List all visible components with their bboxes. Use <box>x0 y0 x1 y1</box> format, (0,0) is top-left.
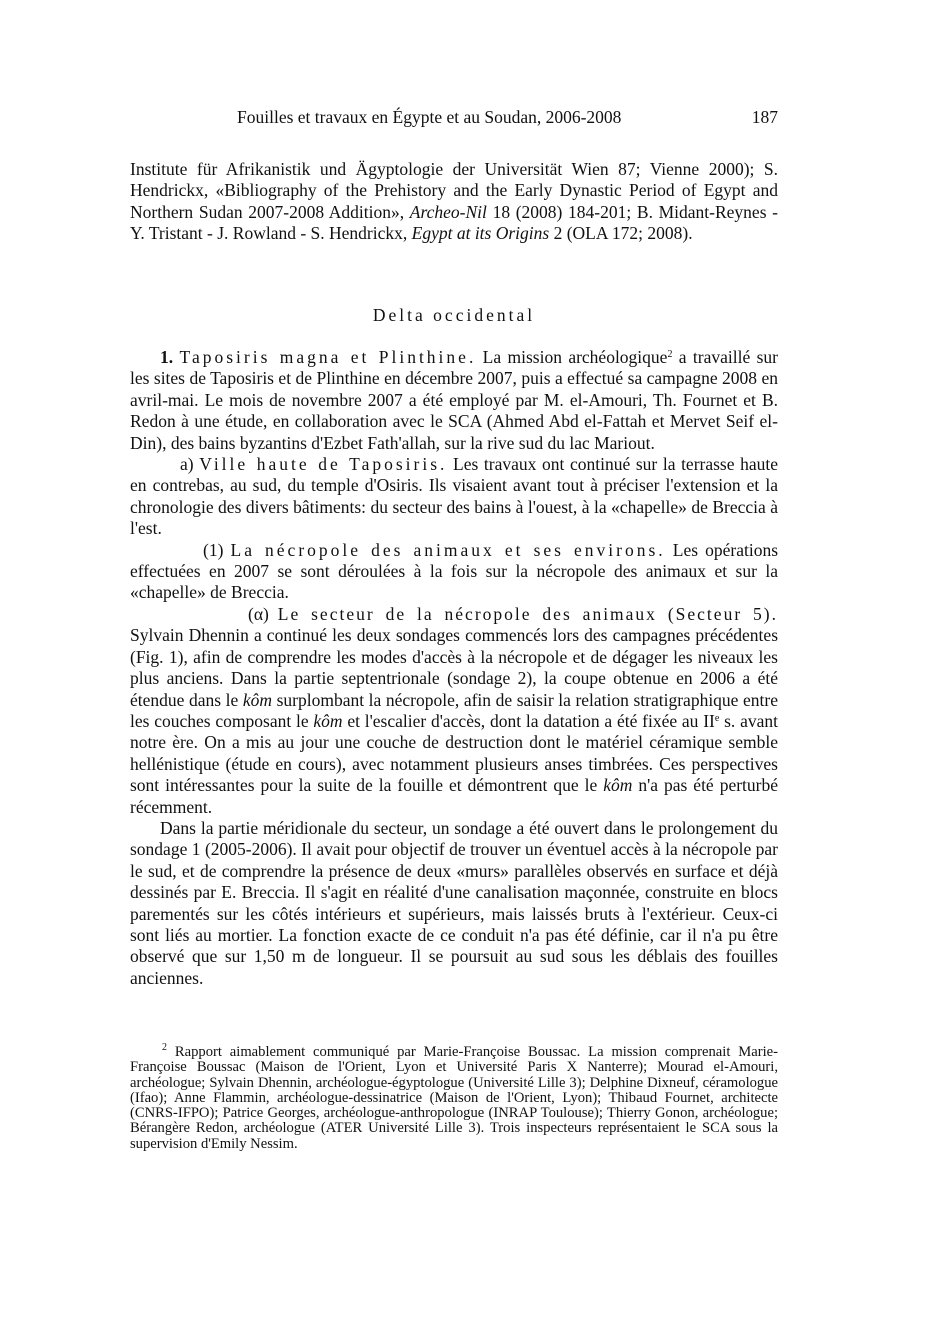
term-kom: kôm <box>603 775 633 796</box>
alpha-text-4: s. avant notre ère. On a mis au jour une couche de destruction dont le matériel céramique semble hellénistique (étude en cours), avec notamment plusieurs anses timbrées. Ces perspectives sont intéressantes pour la suite de la fouille et démontrent que le <box>130 710 778 796</box>
superscript-e: e <box>714 712 720 724</box>
sub-text-a: Les travaux ont continué sur la terrasse haute en contrebas, au sud, du temple d'Osiris. Ils visaient avant tout à préciser l'extension et la chronologie des divers bâtiments: du secteur des bains à l'ouest, à la «chapelle» de Breccia à l'est. <box>130 454 779 539</box>
item-number: 1. <box>160 347 174 367</box>
paragraph-sub-a <box>130 454 778 540</box>
book-title: Egypt at its Origins <box>411 223 550 244</box>
alpha-text-5: n'a pas été perturbé récemment. <box>130 775 778 817</box>
sub-label-a: a) <box>180 454 194 475</box>
item-text-a: La mission archéologique <box>476 347 668 367</box>
alpha-text-2: surplombant la nécropole, afin de saisir la relation stratigraphique entre les couches composant le <box>130 689 779 731</box>
intro-text-2: 18 (2008) 184-201; B. Midant-Reynes - Y. Tristant - J. Rowland - S. Hendrickx, <box>130 201 778 244</box>
sub-heading-1: La nécropole des animaux et ses environs. <box>230 539 666 560</box>
body-text <box>130 347 778 989</box>
term-kom: kôm <box>242 689 273 710</box>
journal-title: Archeo-Nil <box>409 201 487 222</box>
footnote <box>130 1042 778 1152</box>
sub-label-1: (1) <box>203 539 224 560</box>
sub-text-1: Les opérations effectuées en 2007 se sont déroulées à la fois sur la nécropole des animaux et sur la «chapelle» de Breccia. <box>130 539 779 603</box>
page-number: 187 <box>751 107 778 127</box>
sub-heading-alpha: Le secteur de la nécropole des animaux (Secteur 5). <box>277 603 779 624</box>
paragraph-sub-1 <box>130 540 778 604</box>
alpha-text-3: et l'escalier d'accès, dont la datation a été fixée au II <box>342 710 715 731</box>
item-text-b: a travaillé sur les sites de Taposiris et de Plinthine en décembre 2007, puis a effectué sa campagne 2008 en avril-mai. Le mois de novembre 2007 a été employé par M. el-Amouri, Th. Fournet et B. Redon à une étude, en collaboration avec le SCA (Ahmed Abd el-Fattah et Mervet Seif el-Din), des bains byzantins d'Ezbet Fath'allah, sur la rive sud du lac Mariout. <box>130 347 778 453</box>
footnote-text: Rapport aimablement communiqué par Marie-Françoise Boussac. La mission comprenait Marie-Françoise Boussac (Maison de l'Orient, Lyon et Université Paris X Nanterre); Mourad el-Amouri, archéologue; Sylvain Dhennin, archéologue-égyptologue (Université Lille 3); Delphine Dixneuf, céramologue (Ifao); Anne Flammin, archéologue-dessinatrice (Maison de l'Orient, Lyon); Thibaud Fournet, architecte (CNRS-IFPO); Patrice Georges, archéologue-anthropologue (INRAP Toulouse); Thierry Gonon, archéologue; Bérangère Redon, archéologue (ATER Université Lille 3). Trois inspecteurs représentaient le SCA sous la supervision d'Emily Nessim. <box>130 1044 778 1152</box>
paragraph-item-1 <box>130 347 778 454</box>
running-title: Fouilles et travaux en Égypte et au Soudan, 2006-2008 <box>237 107 622 127</box>
item-heading: Taposiris magna et Plinthine. <box>179 347 477 367</box>
footnote-ref: 2 <box>667 349 673 360</box>
term-kom: kôm <box>313 710 343 731</box>
sub-label-alpha: (α) <box>248 603 269 624</box>
intro-text-1: Institute für Afrikanistik und Ägyptologie der Universität Wien 87; Vienne 2000); S. Hendrickx, «Bibliography of the Prehistory and the Early Dynastic Period of Egypt and Northern Sudan 2007-2008 Addition», <box>130 159 778 222</box>
intro-text-3: 2 (OLA 172; 2008). <box>549 223 693 244</box>
alpha-text-1: Sylvain Dhennin a continué les deux sondages commencés lors des campagnes précédentes (Fig. 1), afin de comprendre les modes d'accès à la nécropole et de dégager les niveaux les plus anciens. Dans la partie septentrionale (sondage 2), la coupe obtenue en 2006 a été étendue dans le <box>130 625 778 710</box>
paragraph-sub-alpha <box>130 604 778 818</box>
section-heading: Delta occidental <box>372 305 536 325</box>
sub-heading-a: Ville haute de Taposiris. <box>199 454 448 475</box>
footnote-mark: 2 <box>162 1042 167 1053</box>
intro-paragraph <box>130 159 778 245</box>
paragraph-sud: Dans la partie méridionale du secteur, un sondage a été ouvert dans le prolongement du sondage 1 (2005-2006). Il avait pour objectif de trouver un éventuel accès à la nécropole par le sud, et de comprendre la présence de deux «murs» parallèles observés en surface et déjà dessinés par E. Breccia. Il s'agit en réalité d'une canalisation maçonnée, construite en blocs parementés sur les côtés intérieurs et supérieurs, mais laissés bruts à l'extérieur. Ceux-ci sont liés au mortier. La fonction exacte de ce conduit n'a pas été définie, car il n'a pu être observé que sur 1,50 m de longueur. Il se poursuit au sud sous les déblais des fouilles anciennes. <box>130 817 778 988</box>
